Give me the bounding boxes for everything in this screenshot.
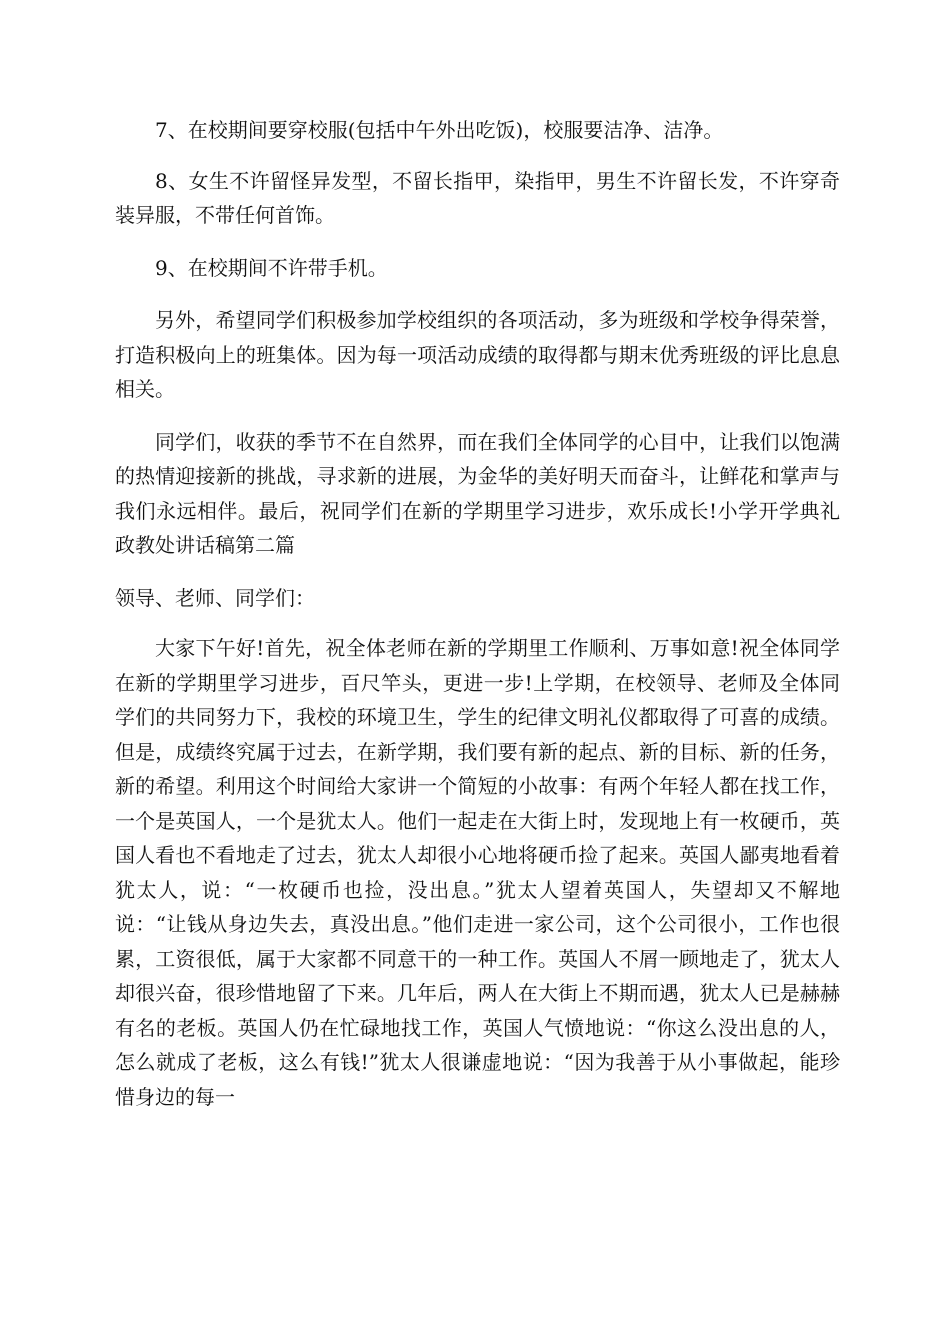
paragraph-rule-9: 9、在校期间不许带手机。 (155, 255, 388, 280)
paragraph-activities: 另外，希望同学们积极参加学校组织的各项活动，多为班级和学校争得荣誉，打造积极向上的班集体。因为每一项活动成绩的取得都与期末优秀班级的评比息息相关。 (115, 308, 840, 401)
paragraph-salutation: 领导、老师、同学们： (115, 585, 315, 610)
paragraph-rule-8: 8、女生不许留怪异发型，不留长指甲，染指甲，男生不许留长发，不许穿奇装异服，不带任何首饰。 (115, 168, 840, 227)
paragraph-closing: 同学们，收获的季节不在自然界，而在我们全体同学的心目中，让我们以饱满的热情迎接新的挑战，寻求新的进展，为金华的美好明天而奋斗，让鲜花和掌声与我们永远相伴。最后，祝同学们在新的学期里学习进步，欢乐成长!小学开学典礼政教处讲话稿第二篇 (115, 429, 840, 557)
paragraph-rule-7: 7、在校期间要穿校服(包括中午外出吃饭)，校服要洁净、洁净。 (155, 118, 724, 142)
paragraph-speech-body: 大家下午好!首先，祝全体老师在新的学期里工作顺利、万事如意!祝全体同学在新的学期里学习进步，百尺竿头，更进一步!上学期，在校领导、老师及全体同学们的共同努力下，我校的环境卫生，学生的纪律文明礼仪都取得了可喜的成绩。但是，成绩终究属于过去，在新学期，我们要有新的起点、新的目标、新的任务，新的希望。利用这个时间给大家讲一个简短的小故事：有两个年轻人都在找工作，一个是英国人，一个是犹太人。他们一起走在大街上时，发现地上有一枚硬币，英国人看也不看地走了过去，犹太人却很小心地将硬币捡了起来。英国人鄙夷地看着犹太人，说：“一枚硬币也捡，没出息。”犹太人望着英国人，失望却又不解地说：“让钱从身边失去，真没出息。”他们走进一家公司，这个公司很小，工作也很累，工资很低，属于大家都不同意干的一种工作。英国人不屑一顾地走了，犹太人却很兴奋，很珍惜地留了下来。几年后，两人在大街上不期而遇，犹太人已是赫赫有名的老板。英国人仍在忙碌地找工作，英国人气愤地说：“你这么没出息的人，怎么就成了老板，这么有钱!”犹太人很谦虚地说：“因为我善于从小事做起，能珍惜身边的每一 (115, 636, 840, 1109)
